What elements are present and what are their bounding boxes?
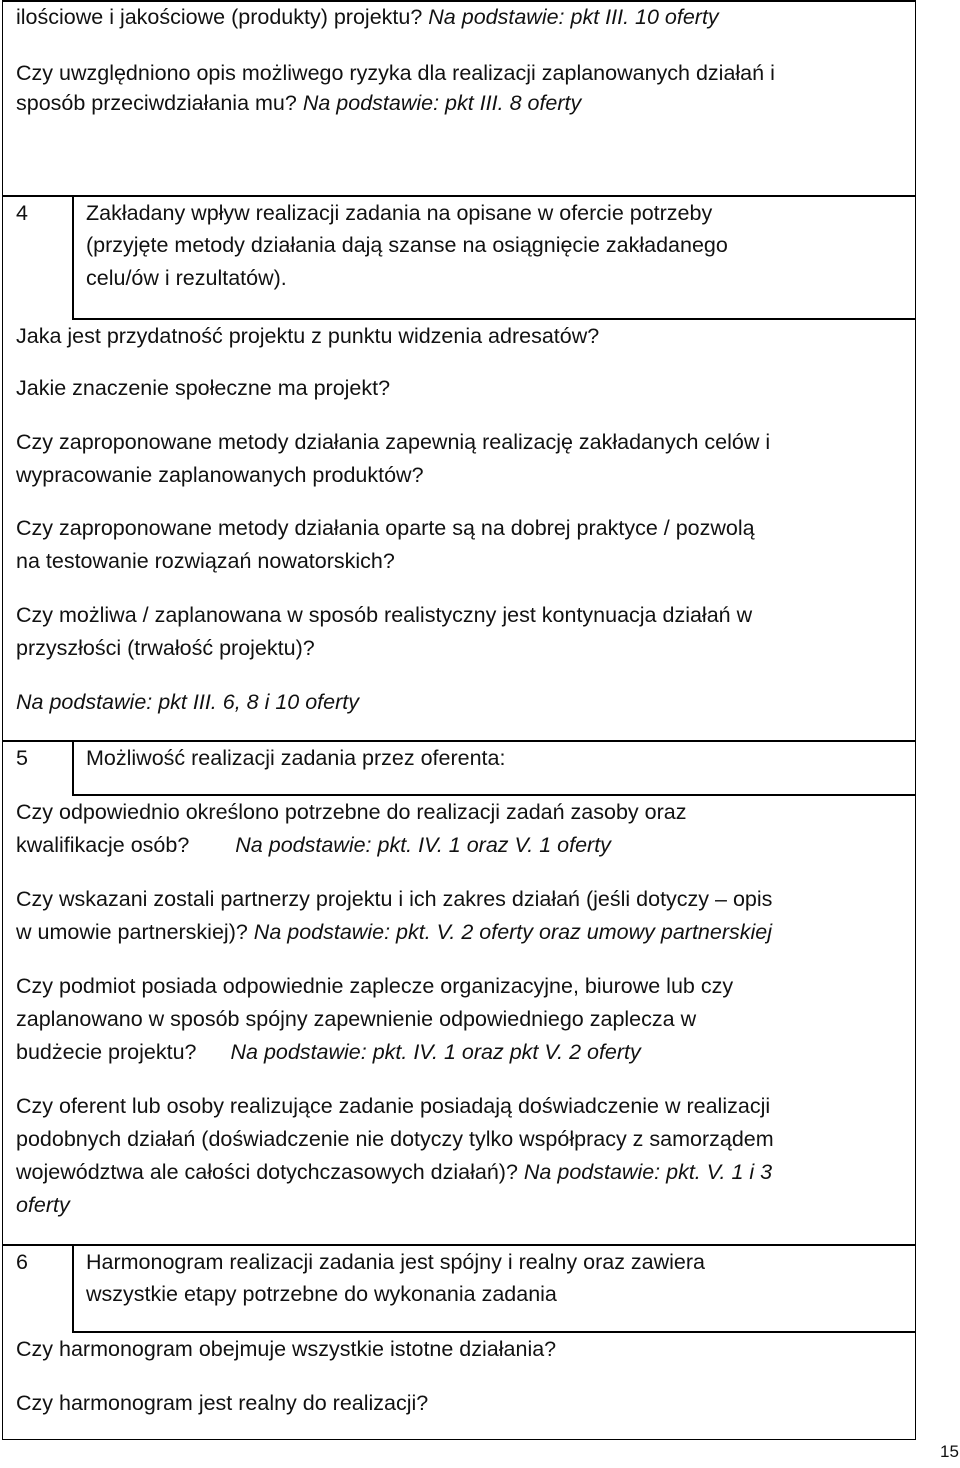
- number-column-divider: [72, 740, 74, 795]
- number-column-divider: [72, 195, 74, 319]
- question: Jaka jest przydatność projektu z punktu widzenia adresatów?: [16, 324, 600, 348]
- question: w umowie partnerskiej)? Na podstawie: pkt. V. 2 oferty oraz umowy partnerskiej: [16, 920, 773, 944]
- section-heading: wszystkie etapy potrzebne do wykonania zadania: [86, 1282, 557, 1306]
- text-line: ilościowe i jakościowe (produkty) projektu? Na podstawie: pkt III. 10 oferty: [16, 5, 719, 29]
- question: Czy odpowiednio określono potrzebne do realizacji zadań zasoby oraz: [16, 800, 687, 824]
- question: Czy możliwa / zaplanowana w sposób realistyczny jest kontynuacja działań w: [16, 603, 753, 627]
- number-column-divider: [72, 1244, 74, 1332]
- question: Czy podmiot posiada odpowiednie zaplecze organizacyjne, biurowe lub czy: [16, 974, 734, 998]
- question: przyszłości (trwałość projektu)?: [16, 636, 315, 660]
- question: Czy zaproponowane metody działania zapewnią realizację zakładanych celów i: [16, 430, 771, 454]
- section-number: 5: [16, 746, 28, 770]
- question: Czy oferent lub osoby realizujące zadanie posiadają doświadczenie w realizacji: [16, 1094, 771, 1118]
- text-line: Czy uwzględniono opis możliwego ryzyka dla realizacji zaplanowanych działań i: [16, 61, 775, 85]
- section-heading: Możliwość realizacji zadania przez oferenta:: [86, 746, 506, 770]
- section-number: 4: [16, 201, 28, 225]
- text-line: sposób przeciwdziałania mu? Na podstawie: pkt III. 8 oferty: [16, 91, 582, 115]
- question: podobnych działań (doświadczenie nie dotyczy tylko współpracy z samorządem: [16, 1127, 774, 1151]
- question: wypracowanie zaplanowanych produktów?: [16, 463, 424, 487]
- section-heading: Harmonogram realizacji zadania jest spójny i realny oraz zawiera: [86, 1250, 705, 1274]
- reference: Na podstawie: pkt III. 6, 8 i 10 oferty: [16, 690, 359, 714]
- question: województwa ale całości dotychczasowych działań)? Na podstawie: pkt. V. 1 i 3: [16, 1160, 773, 1184]
- question: Jakie znaczenie społeczne ma projekt?: [16, 376, 391, 400]
- question: Czy harmonogram obejmuje wszystkie istotne działania?: [16, 1337, 557, 1361]
- section-heading: (przyjęte metody działania dają szanse na osiągnięcie zakładanego: [86, 233, 728, 257]
- question: budżecie projektu? Na podstawie: pkt. IV. 1 oraz pkt V. 2 oferty: [16, 1040, 641, 1064]
- question: kwalifikacje osób? Na podstawie: pkt. IV. 1 oraz V. 1 oferty: [16, 833, 611, 857]
- section-number: 6: [16, 1250, 28, 1274]
- question: zaplanowano w sposób spójny zapewnienie odpowiedniego zaplecza w: [16, 1007, 697, 1031]
- section-heading: Zakładany wpływ realizacji zadania na opisane w ofercie potrzeby: [86, 201, 713, 225]
- question: Czy wskazani zostali partnerzy projektu i ich zakres działań (jeśli dotyczy – opis: [16, 887, 773, 911]
- question: na testowanie rozwiązań nowatorskich?: [16, 549, 395, 573]
- reference: oferty: [16, 1193, 70, 1217]
- page-number: 15: [940, 1442, 959, 1461]
- question: Czy harmonogram jest realny do realizacji?: [16, 1391, 429, 1415]
- question: Czy zaproponowane metody działania oparte są na dobrej praktyce / pozwolą: [16, 516, 755, 540]
- section-heading: celu/ów i rezultatów).: [86, 266, 287, 290]
